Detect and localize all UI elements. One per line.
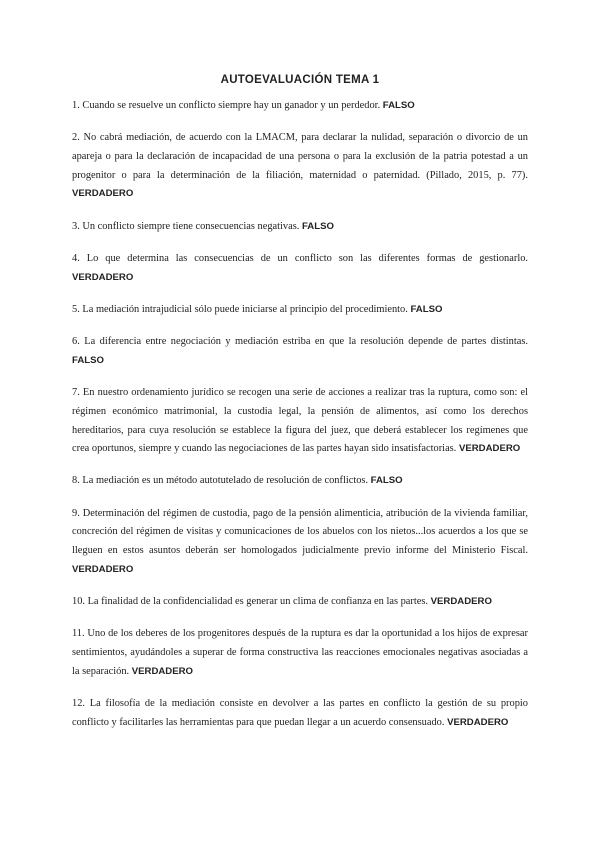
question-item bbox=[72, 593, 528, 612]
document-title: AUTOEVALUACIÓN TEMA 1 bbox=[220, 74, 380, 86]
question-text: 5. La mediación intrajudicial sólo puede iniciarse al principio del procedimiento. bbox=[72, 303, 411, 315]
question-text: 12. La filosofía de la mediación consiste en devolver a las partes en conflicto la gestión de su propio conflicto y facilitarles las herramientas para que puedan llegar a un acuerdo consensuado. bbox=[72, 698, 528, 728]
answer-label: VERDADERO bbox=[458, 443, 521, 455]
question-text: 11. Uno de los deberes de los progenitores después de la ruptura es dar la oportunidad a los hijos de expresar sentimientos, ayudándoles a superar de forma constructiva las reacciones emocionales negativas asociadas a la separación. bbox=[72, 628, 528, 677]
question-text: 8. La mediación es un método autotutelado de resolución de conflictos. bbox=[72, 475, 371, 487]
question-text: 3. Un conflicto siempre tiene consecuencias negativas. bbox=[72, 220, 302, 232]
question-item bbox=[72, 250, 528, 287]
question-item bbox=[72, 505, 528, 579]
answer-label: VERDADERO bbox=[430, 596, 492, 608]
question-text: 10. La finalidad de la confidencialidad es generar un clima de confianza en las partes. bbox=[72, 596, 431, 608]
answer-label: VERDADERO bbox=[131, 665, 194, 677]
question-item bbox=[72, 218, 528, 237]
question-text: 4. Lo que determina las consecuencias de un conflicto son las diferentes formas de gestionarlo. bbox=[72, 252, 528, 264]
answer-label: FALSO bbox=[72, 354, 104, 366]
answer-label: FALSO bbox=[382, 100, 415, 111]
question-text: 7. En nuestro ordenamiento jurídico se recogen una serie de acciones a realizar tras la ruptura, como son: el régimen económico matrimonial, la custodia legal, la pensión de alimentos, así como los derechos hereditarios, para cuya resolución se establece la figura del juez, que deberá establecer los regímenes que crea oportunos, siempre y cuando las negociaciones de las partes hayan sido insatisfactorias. bbox=[72, 387, 528, 455]
question-item bbox=[72, 472, 528, 491]
question-text: 2. No cabrá mediación, de acuerdo con la LMACM, para declarar la nulidad, separación o divorcio de un apareja o para la declaración de incapacidad de una persona o para la exclusión de la patria potestad a un progenitor o para la determinación de la filiación, maternidad o paternidad. (Pillado, 2015, p. 77). bbox=[72, 132, 528, 181]
question-item bbox=[72, 333, 528, 370]
question-item bbox=[72, 301, 528, 320]
answer-label: VERDADERO bbox=[447, 716, 509, 728]
answer-label: VERDADERO bbox=[72, 563, 134, 575]
question-item bbox=[72, 129, 528, 203]
question-item bbox=[72, 695, 528, 732]
question-item bbox=[72, 625, 528, 681]
question-text: 6. La diferencia entre negociación y mediación estriba en que la resolución depende de partes distintas. bbox=[72, 336, 528, 348]
question-text: 9. Determinación del régimen de custodia, pago de la pensión alimenticia, atribución de la vivienda familiar, concreción del régimen de visitas y comunicaciones de los abuelos con los nietos...los acuerdos a los que se lleguen en estos asuntos deberán ser homologados judicialmente previo informe del Ministerio Fiscal. bbox=[72, 507, 528, 557]
question-text: 1. Cuando se resuelve un conflicto siempre hay un ganador y un perdedor. bbox=[72, 100, 383, 111]
question-item bbox=[72, 384, 528, 458]
answer-label: FALSO bbox=[410, 303, 443, 315]
answer-label: FALSO bbox=[301, 220, 334, 232]
document-page bbox=[72, 72, 528, 746]
question-item bbox=[72, 97, 528, 116]
answer-label: VERDADERO bbox=[72, 188, 134, 200]
answer-label: FALSO bbox=[370, 475, 403, 487]
answer-label: VERDADERO bbox=[72, 271, 134, 283]
